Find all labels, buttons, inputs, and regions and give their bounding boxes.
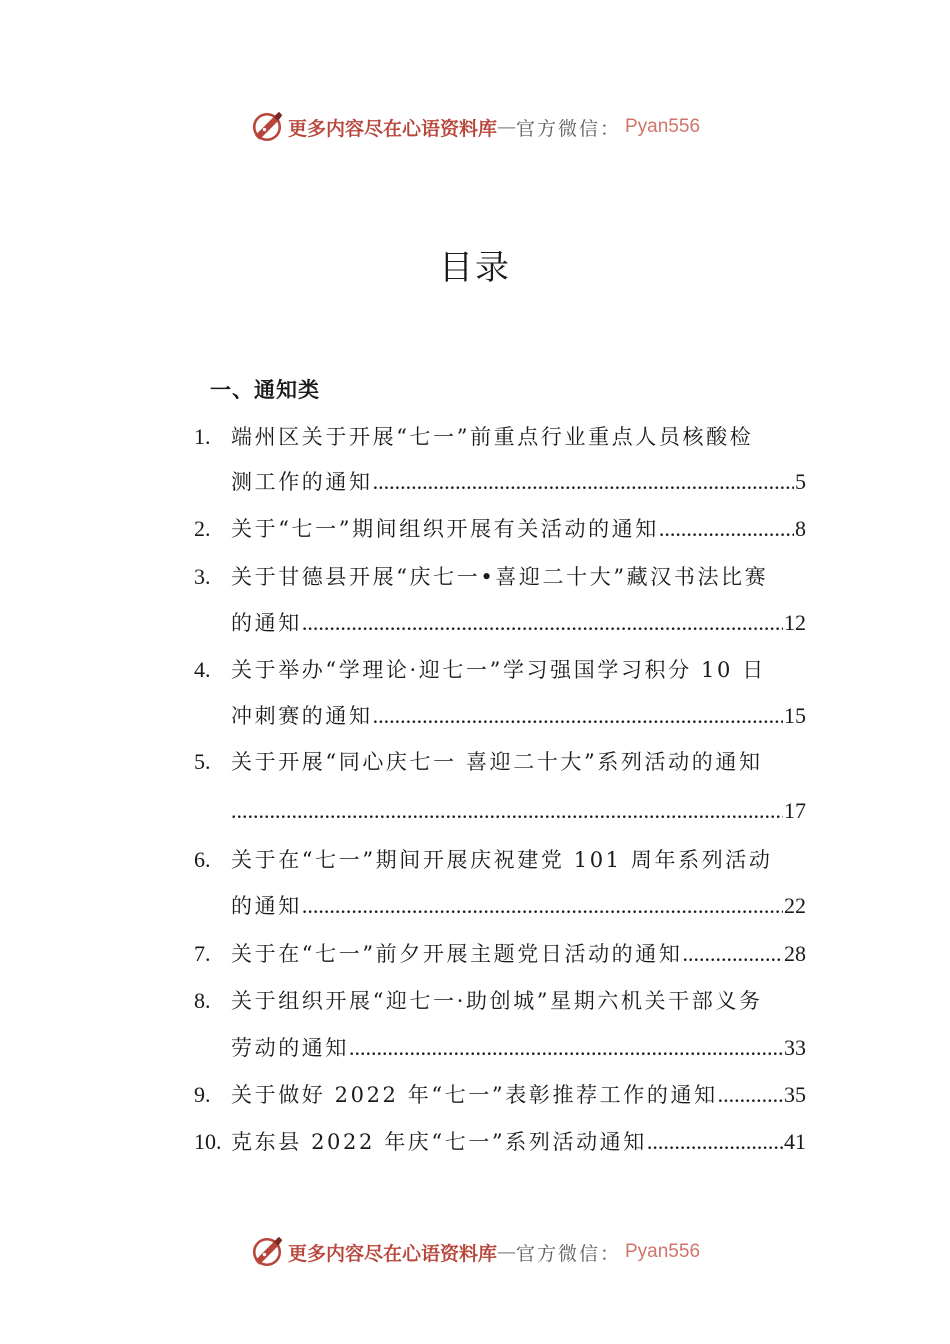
toc-leader: [231, 1032, 806, 1064]
dot-leader: [373, 700, 783, 732]
toc-title-line: 关于组织开展“迎七一·助创城”星期六机关干部义务: [231, 989, 763, 1013]
banner-separator: —: [496, 116, 516, 138]
dot-leader: [302, 890, 783, 922]
toc-title-line: 关于在“七一”期间开展庆祝建党 101 周年系列活动: [231, 848, 773, 872]
toc-page-number: 17: [784, 798, 806, 823]
toc-number: 4.: [194, 657, 211, 682]
toc-entry-2[interactable]: [194, 513, 806, 545]
toc-leader: [231, 700, 806, 732]
toc-entry-1[interactable]: [194, 421, 806, 453]
dot-leader: [682, 938, 783, 970]
toc-page-number: 41: [784, 1129, 806, 1154]
toc-page-number: 33: [784, 1035, 806, 1060]
toc-number: 7.: [194, 941, 211, 966]
toc-leader: [231, 1079, 806, 1111]
toc-leader: [231, 607, 806, 639]
toc-number: 1.: [194, 424, 211, 449]
banner-official: 官方微信：: [515, 1242, 621, 1265]
toc-title-line: 端州区关于开展“七一”前重点行业重点人员核酸检: [231, 425, 754, 449]
toc-leader: [231, 938, 806, 970]
toc-entry-9[interactable]: [194, 1079, 806, 1111]
toc-number: 6.: [194, 847, 211, 872]
dot-leader: [302, 607, 783, 639]
toc-leader: [231, 890, 806, 922]
toc-number: 9.: [194, 1082, 211, 1107]
toc-number: 5.: [194, 749, 211, 774]
toc-entry-10[interactable]: [194, 1126, 806, 1158]
toc-entry-4-cont[interactable]: [194, 700, 806, 732]
header-banner: [0, 107, 950, 147]
section-heading: 一、通知类: [210, 377, 320, 402]
banner-official: 官方微信：: [515, 117, 621, 140]
toc-entry-3[interactable]: [194, 561, 806, 593]
banner-brand: 更多内容尽在心语资料库: [287, 117, 497, 140]
toc-leader: [231, 466, 806, 498]
toc-leader: [231, 795, 806, 827]
toc-entry-7[interactable]: [194, 938, 806, 970]
toc-entry-5-cont[interactable]: [194, 795, 806, 827]
toc-page-number: 12: [784, 610, 806, 635]
page-title: 目录: [439, 248, 511, 288]
toc-entry-5[interactable]: [194, 746, 806, 778]
toc-entry-6-cont[interactable]: [194, 890, 806, 922]
toc-title-line: 劳动的通知: [231, 1036, 349, 1060]
toc-entry-3-cont[interactable]: [194, 607, 806, 639]
toc-page-number: 8: [795, 516, 806, 541]
toc-leader: [231, 513, 806, 545]
toc-title-line: 关于举办“学理论·迎七一”学习强国学习积分 10 日: [231, 658, 766, 682]
toc-entry-8-cont[interactable]: [194, 1032, 806, 1064]
pen-nib-logo-icon: [250, 110, 284, 144]
pen-nib-logo-icon: [250, 1235, 284, 1269]
toc-title-line: 的通知: [231, 611, 302, 635]
banner-wechat-id: Pyan556: [625, 116, 701, 137]
toc-page-number: 15: [784, 703, 806, 728]
toc-number: 8.: [194, 988, 211, 1013]
dot-leader: [647, 1126, 783, 1158]
toc-page-number: 28: [784, 941, 806, 966]
toc-leader: [231, 1126, 806, 1158]
toc-title-line: 关于在“七一”前夕开展主题党日活动的通知: [231, 942, 683, 966]
toc-entry-1-cont[interactable]: [194, 466, 806, 498]
toc-number: 3.: [194, 564, 211, 589]
toc-title-line: 的通知: [231, 894, 302, 918]
toc-title-line: 测工作的通知: [231, 470, 373, 494]
toc-title-line: 关于做好 2022 年“七一”表彰推荐工作的通知: [231, 1083, 718, 1107]
toc-page-number: 22: [784, 893, 806, 918]
banner-separator: —: [496, 1241, 516, 1263]
toc-title-line: 关于开展“同心庆七一 喜迎二十大”系列活动的通知: [231, 750, 763, 774]
toc-title-line: 关于甘德县开展“庆七一•喜迎二十大”藏汉书法比赛: [231, 565, 769, 589]
footer-banner: [0, 1232, 950, 1272]
toc-title-line: 关于“七一”期间组织开展有关活动的通知: [231, 517, 659, 541]
dot-leader: [718, 1079, 783, 1111]
toc-page-number: 5: [795, 469, 806, 494]
banner-brand: 更多内容尽在心语资料库: [287, 1242, 497, 1265]
toc-title-line: 冲刺赛的通知: [231, 704, 373, 728]
dot-leader: [349, 1032, 783, 1064]
dot-leader: [231, 795, 783, 827]
toc-entry-4[interactable]: [194, 654, 806, 686]
toc-entry-6[interactable]: [194, 844, 806, 876]
toc-number: 10.: [194, 1129, 222, 1154]
toc-title-line: 克东县 2022 年庆“七一”系列活动通知: [231, 1130, 647, 1154]
toc-page-number: 35: [784, 1082, 806, 1107]
banner-wechat-id: Pyan556: [625, 1241, 701, 1262]
dot-leader: [659, 513, 794, 545]
toc-entry-8[interactable]: [194, 985, 806, 1017]
dot-leader: [373, 466, 794, 498]
toc-number: 2.: [194, 516, 211, 541]
